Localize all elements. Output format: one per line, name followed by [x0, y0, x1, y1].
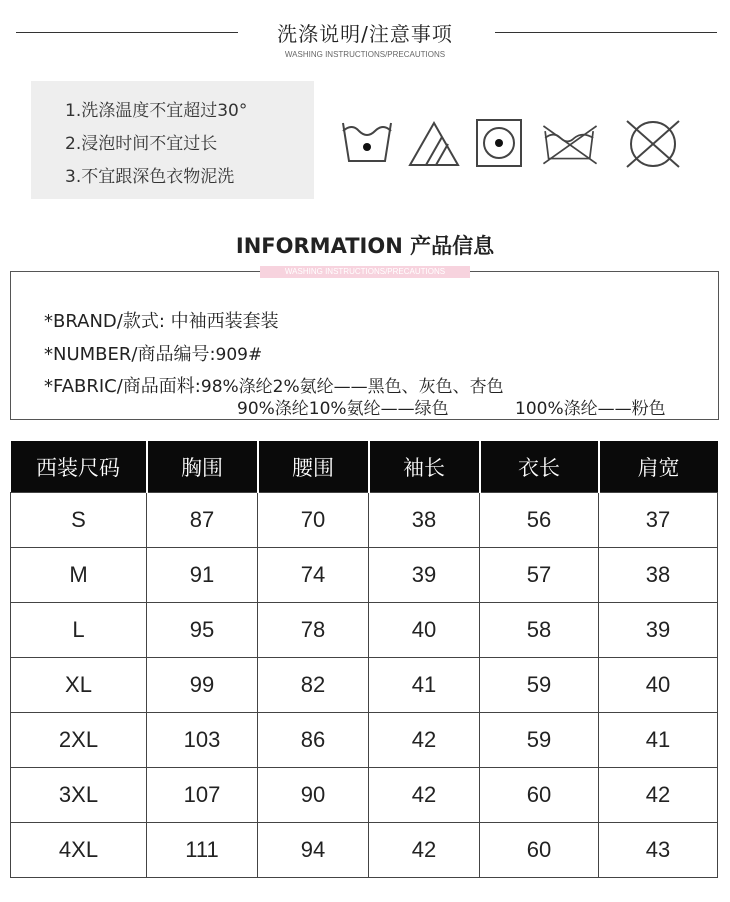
cell-size: 2XL: [11, 713, 147, 768]
wash-basin-icon: [337, 117, 397, 171]
table-row: [11, 493, 718, 548]
cell-sleeve: 42: [369, 768, 480, 823]
cell-sleeve: 41: [369, 658, 480, 713]
cell-length: 60: [480, 823, 599, 878]
cell-sleeve: 39: [369, 548, 480, 603]
fabric-line-2a: 90%涤纶10%氨纶——绿色: [237, 399, 449, 419]
table-row: [11, 658, 718, 713]
cell-waist: 86: [258, 713, 369, 768]
cell-waist: 74: [258, 548, 369, 603]
cell-size: S: [11, 493, 147, 548]
number-row: [44, 340, 262, 366]
table-row: [11, 823, 718, 878]
cell-size: 3XL: [11, 768, 147, 823]
cell-length: 60: [480, 768, 599, 823]
cell-waist: 82: [258, 658, 369, 713]
cell-shoulder: 41: [599, 713, 718, 768]
cell-waist: 70: [258, 493, 369, 548]
cell-chest: 99: [147, 658, 258, 713]
table-row: [11, 548, 718, 603]
cell-shoulder: 38: [599, 548, 718, 603]
cell-sleeve: 42: [369, 713, 480, 768]
cell-waist: 78: [258, 603, 369, 658]
size-table: [10, 441, 718, 878]
cell-chest: 103: [147, 713, 258, 768]
washing-title: 洗涤说明/注意事项: [277, 22, 453, 46]
header-length: 衣长: [480, 441, 599, 493]
cell-shoulder: 37: [599, 493, 718, 548]
no-iron-icon: [540, 117, 600, 171]
cell-size: 4XL: [11, 823, 147, 878]
information-title: INFORMATION 产品信息: [235, 234, 495, 258]
table-row: [11, 603, 718, 658]
cell-chest: 111: [147, 823, 258, 878]
care-rule-3: 3.不宜跟深色衣物泥洗: [65, 167, 235, 187]
table-row: [11, 713, 718, 768]
fabric-line-2b: 100%涤纶——粉色: [515, 399, 666, 419]
header-sleeve: 袖长: [369, 441, 480, 493]
cell-length: 59: [480, 713, 599, 768]
size-table-header: [11, 441, 718, 493]
cell-chest: 95: [147, 603, 258, 658]
number-value: 909#: [215, 345, 263, 365]
cell-shoulder: 43: [599, 823, 718, 878]
number-label: *NUMBER/商品编号:: [44, 344, 216, 365]
brand-label: *BRAND/款式:: [44, 311, 165, 332]
cell-size: XL: [11, 658, 147, 713]
information-subtitle: WASHING INSTRUCTIONS/PRECAUTIONS: [260, 266, 470, 278]
table-row: [11, 768, 718, 823]
cell-length: 57: [480, 548, 599, 603]
cell-length: 58: [480, 603, 599, 658]
fabric-label: *FABRIC/商品面料:: [44, 376, 201, 397]
cell-shoulder: 42: [599, 768, 718, 823]
cell-length: 56: [480, 493, 599, 548]
cell-chest: 87: [147, 493, 258, 548]
tumble-dry-icon: [469, 117, 529, 171]
header-shoulder: 肩宽: [599, 441, 718, 493]
cell-sleeve: 38: [369, 493, 480, 548]
washing-subtitle: WASHING INSTRUCTIONS/PRECAUTIONS: [284, 50, 446, 59]
cell-chest: 107: [147, 768, 258, 823]
cell-chest: 91: [147, 548, 258, 603]
cell-waist: 94: [258, 823, 369, 878]
brand-value: 中袖西装套装: [170, 311, 279, 332]
header-chest: 胸围: [147, 441, 258, 493]
cell-size: M: [11, 548, 147, 603]
cell-sleeve: 40: [369, 603, 480, 658]
header-waist: 腰围: [258, 441, 369, 493]
cell-length: 59: [480, 658, 599, 713]
bleach-triangle-icon: [404, 117, 464, 171]
brand-row: [44, 307, 279, 333]
cell-shoulder: 40: [599, 658, 718, 713]
no-dry-clean-icon: [623, 117, 683, 171]
cell-waist: 90: [258, 768, 369, 823]
fabric-line-1: 98%涤纶2%氨纶——黑色、灰色、杏色: [200, 377, 504, 397]
cell-shoulder: 39: [599, 603, 718, 658]
care-rule-2: 2.浸泡时间不宜过长: [65, 134, 218, 154]
cell-sleeve: 42: [369, 823, 480, 878]
header-size: 西装尺码: [11, 441, 147, 493]
cell-size: L: [11, 603, 147, 658]
care-rule-1: 1.洗涤温度不宜超过30°: [65, 101, 248, 121]
